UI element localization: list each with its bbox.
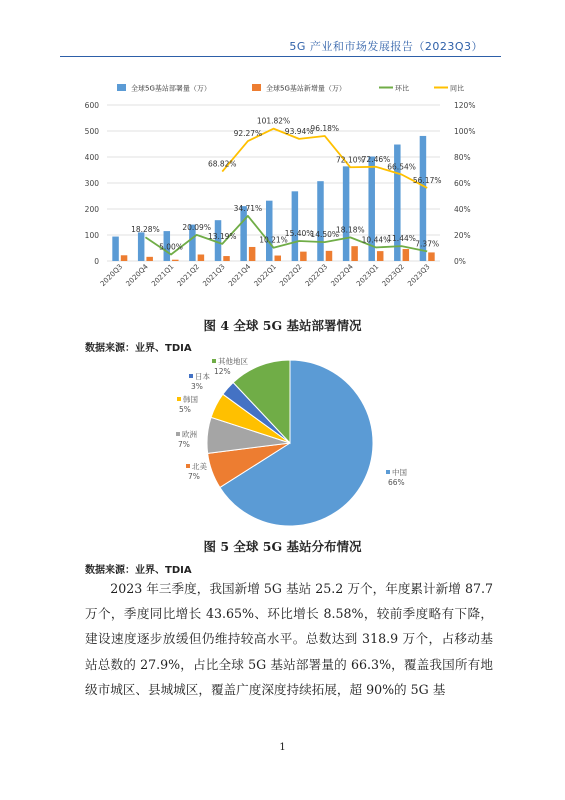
- mom-data-label: 13.19%: [207, 231, 237, 241]
- left-axis-tick: 100: [84, 231, 99, 240]
- deployment-bar: [343, 166, 350, 261]
- deployment-bar: [112, 237, 119, 261]
- new-added-bar: [351, 246, 358, 261]
- pie-slice-percent: 12%: [214, 367, 231, 376]
- yoy-data-label: 93.94%: [284, 126, 314, 136]
- category-label: 2023Q2: [380, 262, 406, 289]
- page-number: 1: [279, 742, 286, 753]
- left-axis-tick: 500: [84, 127, 99, 136]
- new-added-bar: [300, 252, 307, 261]
- legend-label: 全球5G基站新增量（万）: [266, 84, 346, 93]
- pie-slice-name: 中国: [392, 468, 407, 477]
- category-label: 2021Q2: [175, 262, 202, 289]
- pie-slice-percent: 7%: [188, 472, 200, 481]
- pie-legend-marker: [386, 470, 390, 474]
- category-label: 2020Q3: [98, 262, 125, 289]
- mom-data-label: 7.37%: [415, 239, 440, 249]
- category-label: 2021Q1: [150, 262, 176, 289]
- figure-5-source: 数据来源：业界、TDIA: [85, 565, 192, 576]
- pie-slice-name: 日本: [195, 372, 210, 381]
- category-label: 2022Q3: [303, 262, 330, 289]
- deployment-bar: [138, 232, 145, 261]
- yoy-data-label: 72.46%: [361, 154, 391, 164]
- new-added-bar: [326, 251, 333, 261]
- mom-data-label: 11.44%: [387, 234, 416, 244]
- right-axis-tick: 0%: [454, 257, 466, 266]
- body-paragraph: [85, 576, 493, 702]
- figure-4-source: 数据来源：业界、TDIA: [85, 343, 192, 354]
- left-axis-tick: 0: [94, 257, 99, 266]
- mom-data-label: 18.28%: [131, 225, 160, 235]
- deployment-bar: [266, 201, 273, 261]
- pie-legend-marker: [186, 464, 190, 468]
- figure-4-caption: 图 4 全球 5G 基站部署情况: [203, 318, 362, 333]
- legend-swatch: [117, 84, 126, 91]
- new-added-bar: [121, 255, 128, 261]
- pie-legend-marker: [176, 432, 180, 436]
- pie-legend-marker: [177, 397, 181, 401]
- pie-legend-marker: [212, 359, 216, 363]
- new-added-bar: [275, 256, 282, 261]
- mom-data-label: 18.18%: [336, 225, 365, 235]
- yoy-data-label: 101.82%: [256, 116, 291, 126]
- base-station-distribution-pie: [0, 355, 565, 535]
- category-label: 2023Q3: [406, 262, 432, 289]
- new-added-bar: [249, 247, 256, 261]
- new-added-bar: [403, 249, 410, 261]
- mom-data-label: 5.00%: [159, 242, 183, 252]
- new-added-bar: [377, 251, 384, 261]
- category-label: 2021Q4: [226, 262, 253, 289]
- right-axis-tick: 80%: [454, 153, 471, 162]
- category-label: 2021Q3: [201, 262, 227, 289]
- category-label: 2020Q4: [124, 262, 150, 289]
- base-station-deployment-chart: [0, 0, 565, 320]
- deployment-bar: [292, 191, 299, 261]
- legend-label: 环比: [395, 84, 409, 93]
- left-axis-tick: 200: [84, 205, 99, 214]
- pie-slice-name: 北美: [192, 462, 207, 471]
- category-label: 2022Q4: [329, 262, 355, 289]
- new-added-bar: [198, 255, 205, 262]
- report-header-title: 5G 产业和市场发展报告（2023Q3）: [289, 40, 483, 53]
- pie-slice-percent: 66%: [388, 478, 405, 487]
- pie-slice-name: 欧洲: [182, 430, 197, 439]
- new-added-bar: [428, 252, 435, 261]
- category-label: 2023Q1: [355, 262, 381, 289]
- mom-data-label: 10.44%: [361, 235, 391, 245]
- legend-label: 同比: [450, 84, 464, 93]
- left-axis-tick: 600: [84, 101, 99, 110]
- yoy-data-label: 56.17%: [412, 175, 442, 185]
- new-added-bar: [172, 260, 179, 261]
- new-added-bar: [223, 256, 230, 261]
- pie-slice-name: 韩国: [183, 395, 198, 404]
- legend-swatch: [252, 84, 261, 91]
- body-text: 2023 年三季度，我国新增 5G 基站 25.2 万个，年度累计新增 87.7 万个，季度同比增长 43.65%、环比增长 8.58%，较前季度略有下降，建设速度逐步放缓但仍维持较高水平。总数达到 318.9 万个，占移动基站总数的 27.9%，占比全球 5G 基站部署量的 66.3%，覆盖我国所有地级市城区、县城城区，覆盖广度深度持续拓展，超 90%的 5G 基: [85, 581, 493, 697]
- new-added-bar: [146, 257, 153, 261]
- pie-legend-marker: [189, 374, 193, 378]
- legend-label: 全球5G基站部署量（万）: [131, 84, 211, 93]
- deployment-bar: [317, 181, 324, 261]
- right-axis-tick: 120%: [454, 101, 476, 110]
- right-axis-tick: 100%: [454, 127, 476, 136]
- pie-slice-percent: 7%: [178, 440, 190, 449]
- mom-data-label: 34.71%: [233, 203, 263, 213]
- mom-data-label: 20.09%: [182, 222, 211, 232]
- deployment-bar: [240, 206, 247, 261]
- figure-5-caption: 图 5 全球 5G 基站分布情况: [203, 539, 362, 554]
- category-label: 2022Q1: [252, 262, 278, 289]
- category-label: 2022Q2: [278, 262, 304, 289]
- right-axis-tick: 40%: [454, 205, 471, 214]
- right-axis-tick: 60%: [454, 179, 471, 188]
- yoy-data-label: 66.54%: [387, 162, 416, 172]
- mom-data-label: 14.50%: [310, 230, 340, 240]
- left-axis-tick: 400: [84, 153, 99, 162]
- left-axis-tick: 300: [84, 179, 99, 188]
- pie-slice-percent: 3%: [191, 382, 203, 391]
- pie-slice-percent: 5%: [179, 405, 191, 414]
- yoy-data-label: 96.18%: [310, 123, 340, 133]
- mom-data-label: 10.21%: [259, 235, 288, 245]
- right-axis-tick: 20%: [454, 231, 471, 240]
- pie-slice-name: 其他地区: [218, 357, 248, 366]
- yoy-data-label: 68.82%: [207, 159, 237, 169]
- mom-data-label: 15.40%: [284, 228, 314, 238]
- yoy-data-label: 72.10%: [336, 155, 365, 165]
- yoy-data-label: 92.27%: [233, 129, 263, 139]
